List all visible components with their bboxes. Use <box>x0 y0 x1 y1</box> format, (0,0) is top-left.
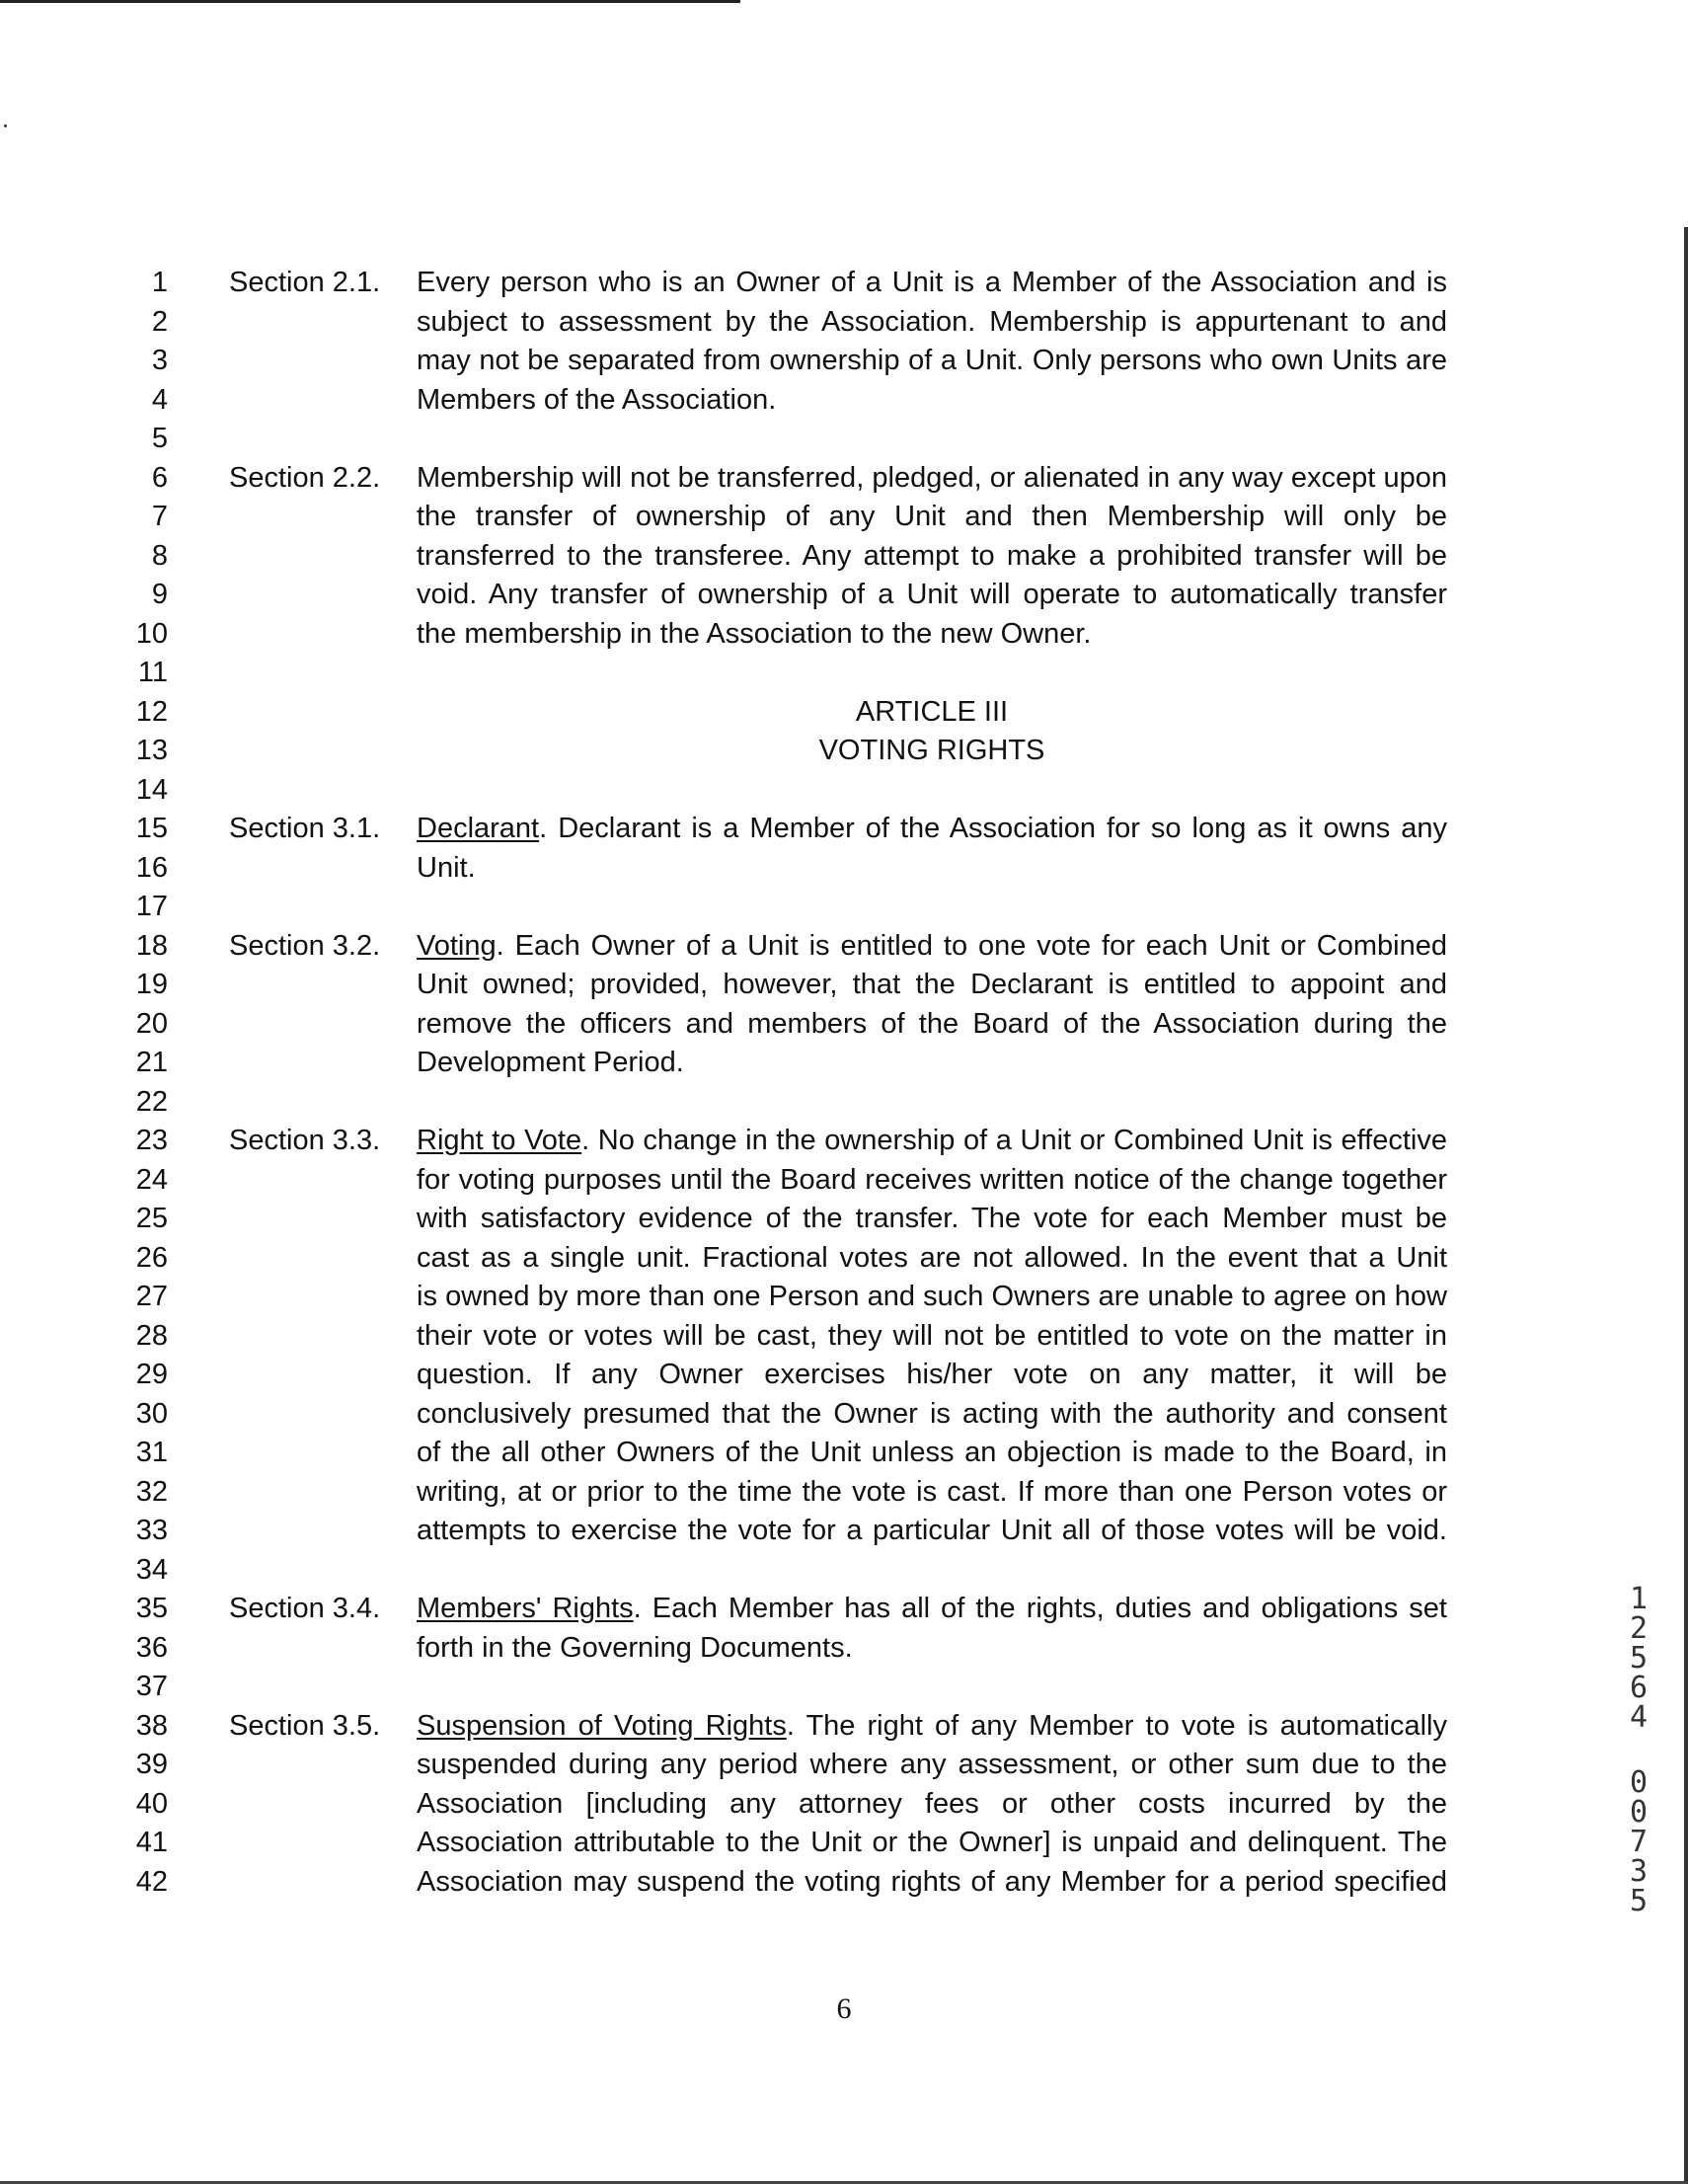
section-3-2-label: Section 3.2. <box>229 929 381 962</box>
line-number: 9 <box>151 579 168 610</box>
section-3-3-line: their vote or votes will be cast, they will not be entitled to vote on the matter in <box>417 1319 1447 1352</box>
line-number: 35 <box>135 1593 168 1624</box>
section-3-4-first-line-text: . Each Member has all of the rights, duties and obligations set <box>633 1593 1447 1624</box>
section-3-1-first-line <box>417 805 1447 852</box>
line-number: 16 <box>135 851 168 884</box>
line-number: 3 <box>151 345 168 376</box>
section-2-2-line: the transfer of ownership of any Unit and then Membership will only be <box>417 501 1447 532</box>
line-number: 30 <box>135 1397 168 1430</box>
stamp-digit: 4 <box>1629 1700 1649 1735</box>
line-number: 11 <box>137 657 168 688</box>
side-document-stamp <box>1622 1582 1655 1918</box>
line-number: 27 <box>135 1281 168 1312</box>
section-3-4-line: forth in the Governing Documents. <box>417 1631 853 1664</box>
line-number: 20 <box>135 1007 168 1040</box>
line-number: 15 <box>135 813 168 844</box>
section-3-4-heading: Members' Rights <box>417 1593 634 1624</box>
line-number: 10 <box>135 617 168 650</box>
section-3-5-line: Association [including any attorney fees or other costs incurred by the <box>417 1787 1447 1820</box>
stamp-digit: 2 <box>1629 1611 1649 1646</box>
line-number: 38 <box>135 1709 168 1742</box>
section-2-1-line: Every person who is an Owner of a Unit is a Member of the Association and is <box>417 267 1447 298</box>
line-number: 36 <box>135 1631 168 1664</box>
line-number: 23 <box>135 1125 168 1156</box>
line-number: 2 <box>151 305 168 338</box>
line-number: 31 <box>135 1437 168 1468</box>
stamp-digit: 1 <box>1629 1582 1649 1616</box>
line-number: 25 <box>135 1203 168 1234</box>
section-3-2-line: Unit owned; provided, however, that the Declarant is entitled to appoint and <box>417 969 1447 1000</box>
line-number: 24 <box>135 1163 168 1196</box>
section-3-1-line: Unit. <box>417 851 476 884</box>
line-number: 41 <box>135 1827 168 1858</box>
line-number: 37 <box>135 1671 168 1702</box>
line-number: 8 <box>151 539 168 572</box>
line-number-column <box>109 259 168 1897</box>
section-3-3-line: conclusively presumed that the Owner is acting with the authority and consent <box>417 1397 1447 1430</box>
scan-right-edge-line <box>1684 227 1688 2184</box>
section-2-2-line: transferred to the transferee. Any attempt to make a prohibited transfer will be <box>417 539 1447 572</box>
section-2-1-label: Section 2.1. <box>229 267 381 298</box>
section-3-2-line: Development Period. <box>417 1047 684 1078</box>
section-2-2-line: the membership in the Association to the new Owner. <box>417 617 1092 650</box>
section-3-3-line: with satisfactory evidence of the transfer. The vote for each Member must be <box>417 1203 1447 1234</box>
section-3-1-first-line-text: . Declarant is a Member of the Association for so long as it owns any <box>539 813 1447 844</box>
page-number: 6 <box>836 1992 852 2025</box>
section-3-3-line: writing, at or prior to the time the vote is cast. If more than one Person votes or <box>417 1475 1447 1508</box>
line-number: 21 <box>135 1047 168 1078</box>
line-number: 33 <box>135 1515 168 1546</box>
line-number: 32 <box>135 1475 168 1508</box>
line-number: 26 <box>135 1241 168 1274</box>
section-3-3-line: cast as a single unit. Fractional votes are not allowed. In the event that a Unit <box>417 1241 1447 1274</box>
line-number: 42 <box>135 1865 168 1898</box>
line-number: 19 <box>135 969 168 1000</box>
section-2-1-line: may not be separated from ownership of a Unit. Only persons who own Units are <box>417 345 1447 376</box>
section-3-3-heading: Right to Vote <box>417 1125 582 1156</box>
stamp-digit: 3 <box>1629 1854 1649 1889</box>
scan-speck <box>4 124 7 127</box>
line-number: 39 <box>135 1749 168 1780</box>
section-3-1-heading: Declarant <box>417 813 540 844</box>
stamp-digit: 0 <box>1629 1765 1649 1800</box>
line-number: 14 <box>135 773 168 806</box>
section-3-5-first-line-text: . The right of any Member to vote is automatically <box>786 1709 1447 1742</box>
section-2-1-line: subject to assessment by the Association. Membership is appurtenant to and <box>417 305 1447 338</box>
section-2-2-label: Section 2.2. <box>229 461 381 494</box>
section-2-2-line: Membership will not be transferred, pledged, or alienated in any way except upon <box>417 461 1447 494</box>
line-number: 6 <box>151 461 168 494</box>
line-number: 17 <box>135 891 168 922</box>
section-3-2-heading: Voting <box>417 929 497 962</box>
section-3-2-line: remove the officers and members of the Board of the Association during the <box>417 1007 1447 1040</box>
line-number: 40 <box>135 1787 168 1820</box>
section-3-3-line: for voting purposes until the Board receives written notice of the change together <box>417 1163 1447 1196</box>
line-number: 28 <box>135 1319 168 1352</box>
section-3-5-heading: Suspension of Voting Rights <box>417 1709 787 1742</box>
section-3-2-first-line-text: . Each Owner of a Unit is entitled to one vote for each Unit or Combined <box>496 929 1447 962</box>
stamp-gap <box>1622 1733 1655 1768</box>
section-2-2-line: void. Any transfer of ownership of a Unit will operate to automatically transfer <box>417 579 1447 610</box>
line-number: 22 <box>135 1085 168 1118</box>
line-number: 29 <box>135 1359 168 1390</box>
line-number: 5 <box>151 423 168 454</box>
section-3-5-line: suspended during any period where any assessment, or other sum due to the <box>417 1749 1447 1780</box>
line-number: 7 <box>151 501 168 532</box>
article-title: VOTING RIGHTS <box>818 735 1045 766</box>
section-3-5-line: Association attributable to the Unit or the Owner] is unpaid and delinquent. The <box>417 1827 1447 1858</box>
scan-top-edge-line <box>0 0 740 3</box>
section-3-3-first-line-text: . No change in the ownership of a Unit or Combined Unit is effective <box>581 1125 1447 1156</box>
section-3-3-line: attempts to exercise the vote for a particular Unit all of those votes will be void. <box>417 1515 1447 1546</box>
line-number: 18 <box>135 929 168 962</box>
section-2-1-line: Members of the Association. <box>417 383 777 416</box>
section-3-5-line: Association may suspend the voting rights of any Member for a period specified <box>417 1865 1447 1898</box>
stamp-digit: 6 <box>1629 1671 1649 1705</box>
line-number: 12 <box>135 695 168 728</box>
section-3-3-line: of the all other Owners of the Unit unless an objection is made to the Board, in <box>417 1437 1447 1468</box>
line-number: 13 <box>135 735 168 766</box>
section-3-5-label: Section 3.5. <box>229 1709 381 1742</box>
line-number: 4 <box>151 383 168 416</box>
line-number: 34 <box>135 1553 168 1586</box>
stamp-digit: 7 <box>1629 1825 1649 1859</box>
section-3-3-label: Section 3.3. <box>229 1125 381 1156</box>
section-3-3-line: question. If any Owner exercises his/her vote on any matter, it will be <box>417 1359 1447 1390</box>
section-3-4-label: Section 3.4. <box>229 1593 381 1624</box>
stamp-digit: 5 <box>1629 1884 1649 1918</box>
section-3-1-label: Section 3.1. <box>229 813 381 844</box>
article-number: ARTICLE III <box>855 695 1009 728</box>
stamp-digit: 5 <box>1629 1641 1649 1676</box>
section-3-3-line: is owned by more than one Person and such Owners are unable to agree on how <box>417 1281 1447 1312</box>
stamp-digit: 0 <box>1629 1795 1649 1830</box>
line-number: 1 <box>151 267 168 298</box>
